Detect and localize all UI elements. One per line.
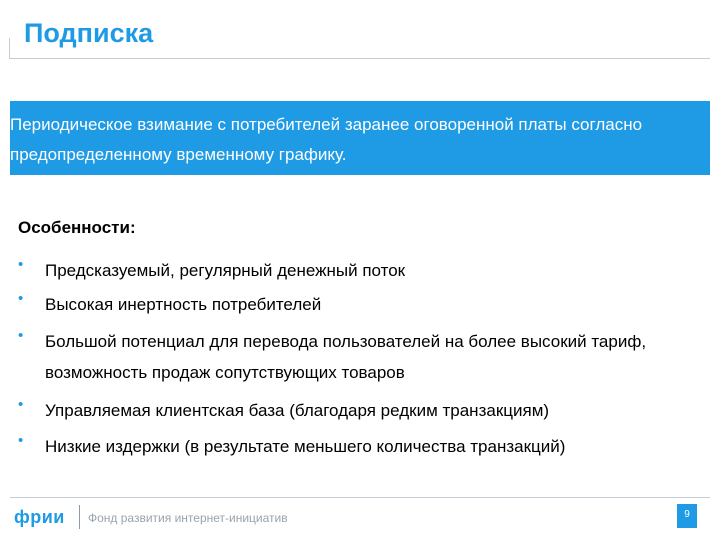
- list-item-text: Предсказуемый, регулярный денежный поток: [45, 261, 406, 280]
- definition-text: Периодическое взимание с потребителей заранее оговоренной платы согласно предопределенному временному графику.: [10, 115, 643, 164]
- list-item-text: Большой потенциал для перевода пользователей на более высокий тариф, возможность продаж сопутствующих товаров: [45, 332, 647, 382]
- bullet-icon: •: [18, 327, 24, 344]
- list-item-text: Высокая инертность потребителей: [45, 295, 322, 314]
- slide-title: Подписка: [24, 18, 154, 48]
- logo: фрии: [14, 507, 65, 527]
- title-divider: [9, 58, 710, 59]
- list-item-text: Управляемая клиентская база (благодаря редким транзакциям): [45, 401, 550, 420]
- bullet-icon: •: [18, 256, 24, 273]
- list-item-text: Низкие издержки (в результате меньшего количества транзакций): [45, 437, 566, 456]
- title-tick: [9, 38, 10, 59]
- bullet-icon: •: [18, 432, 24, 449]
- features-heading: Особенности:: [18, 218, 136, 237]
- page-number: 9: [677, 504, 697, 528]
- bullet-icon: •: [18, 290, 24, 307]
- bullet-icon: •: [18, 396, 24, 413]
- logo-separator: [79, 505, 80, 529]
- footer-divider: [10, 497, 710, 498]
- tagline: Фонд развития интернет-инициатив: [88, 511, 288, 525]
